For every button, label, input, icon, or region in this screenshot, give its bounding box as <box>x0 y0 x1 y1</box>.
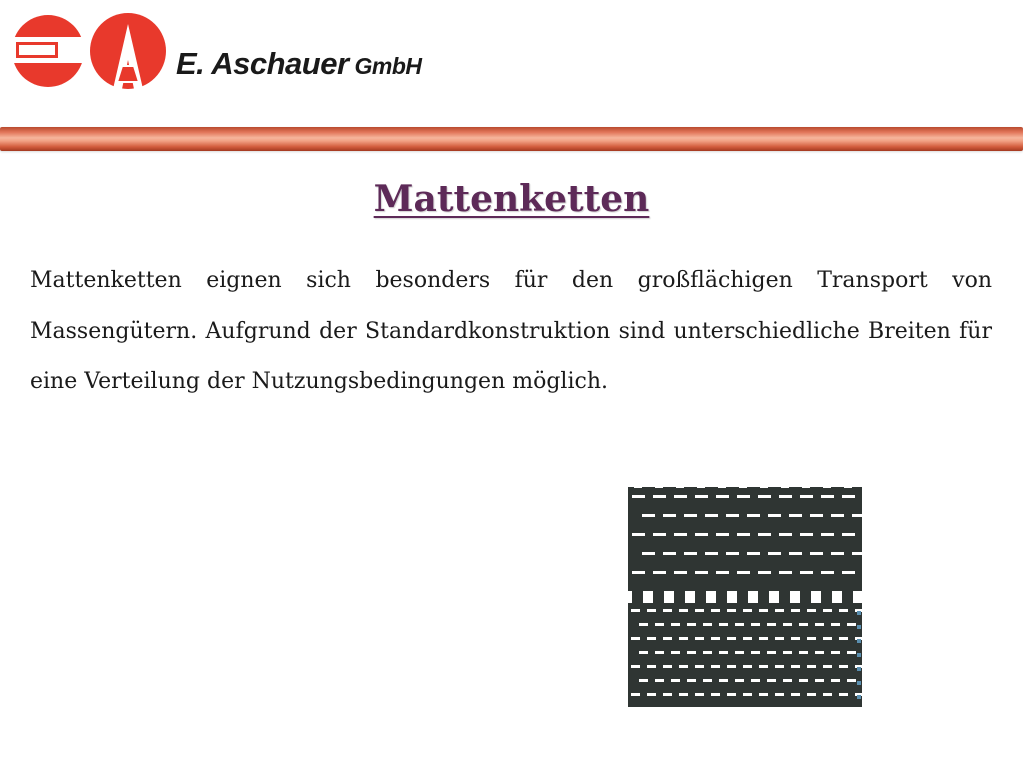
company-name <box>176 46 422 82</box>
header-divider-bar <box>0 127 1023 151</box>
company-logo <box>10 10 168 92</box>
company-name-suffix: GmbH <box>354 53 422 79</box>
page-title: Mattenketten <box>373 178 650 220</box>
company-name-main: E. Aschauer <box>176 46 349 81</box>
description-paragraph: Mattenketten eignen sich besonders für den großflächigen Transport von Massengütern. Aufgrund der Standardkonstruktion sind unterschiedliche Breiten für eine Verteilung der Nutzungsbedingungen möglich. <box>30 268 992 394</box>
mat-chain-image <box>628 483 864 709</box>
header <box>0 0 1023 120</box>
